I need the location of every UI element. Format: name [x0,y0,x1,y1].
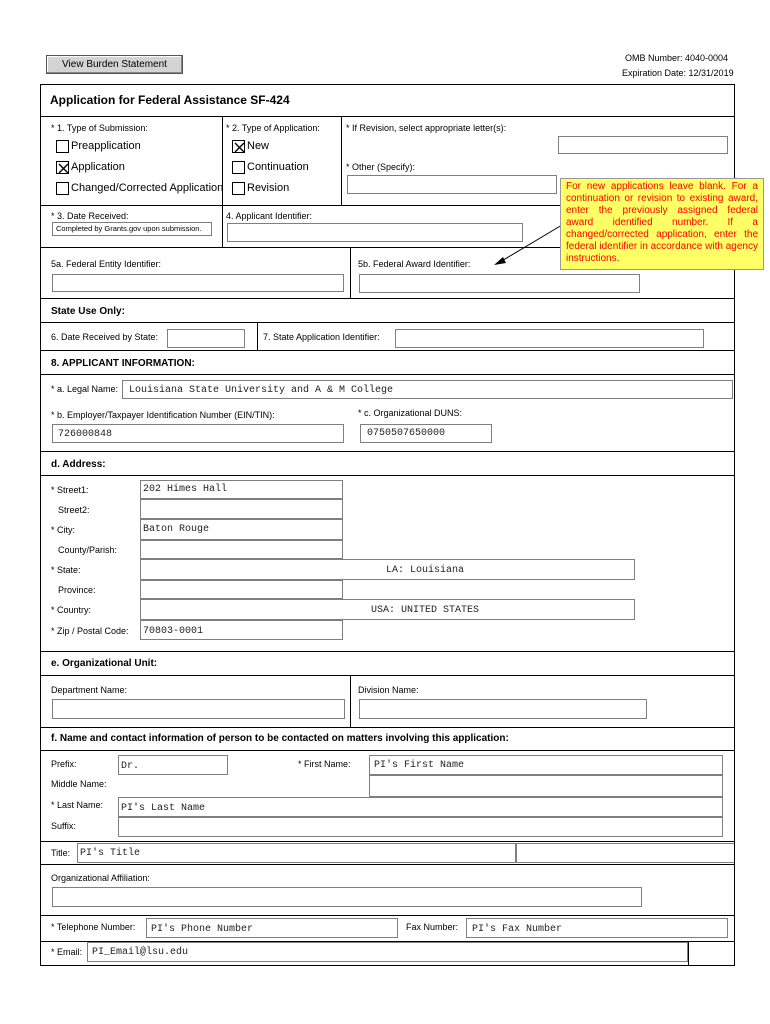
revision-letters-input[interactable] [558,136,728,154]
divider [41,864,735,865]
date-received-field [52,222,212,236]
email-input[interactable] [87,942,688,962]
continuation-label: Continuation [247,161,309,173]
state-label: * State: [51,565,81,575]
divider [688,941,689,965]
applicant-identifier-label: 4. Applicant Identifier: [226,211,313,221]
new-checkbox[interactable] [232,140,245,153]
divider [41,675,735,676]
zip-value: 70803-0001 [143,626,204,637]
preapplication-label: Preapplication [71,140,141,152]
telephone-input[interactable] [146,918,398,938]
date-received-state-label: 6. Date Received by State: [51,332,159,342]
checkmark-x-icon [57,162,70,175]
expiration-date: Expiration Date: 12/31/2019 [622,68,734,78]
street2-input[interactable] [140,499,343,519]
divider [350,247,351,298]
other-specify-label: * Other (Specify): [346,162,416,172]
omb-number: OMB Number: 4040-0004 [625,53,729,63]
org-unit-title: e. Organizational Unit: [51,658,158,669]
state-use-title: State Use Only: [51,306,125,317]
divider [41,374,735,375]
fax-input[interactable] [466,918,728,938]
divider [41,475,735,476]
state-app-id-input[interactable] [395,329,704,348]
city-input[interactable] [140,519,343,540]
revision-letters-label: * If Revision, select appropriate letter(s): [346,123,507,133]
street1-value: 202 Himes Hall [143,484,228,495]
contact-title: f. Name and contact information of person to be contacted on matters involving this application: [51,733,509,744]
divider [41,841,735,842]
federal-entity-identifier-input[interactable] [52,274,344,292]
state-select[interactable] [140,559,635,580]
country-select[interactable] [140,599,635,620]
changed-corrected-checkbox[interactable] [56,182,69,195]
department-name-input[interactable] [52,699,345,719]
divider [41,750,735,751]
first-name-value: PI's First Name [374,760,465,771]
first-name-input[interactable] [369,755,723,775]
city-label: * City: [51,525,76,535]
legal-name-value: Louisiana State University and A & M College [129,385,394,396]
duns-label: * c. Organizational DUNS: [358,408,463,418]
federal-entity-identifier-label: 5a. Federal Entity Identifier: [51,259,162,269]
date-received-state-input[interactable] [167,329,245,348]
zip-input[interactable] [140,620,343,640]
department-name-label: Department Name: [51,685,128,695]
street1-label: * Street1: [51,485,89,495]
ein-value: 726000848 [58,429,113,440]
street2-label: Street2: [58,505,90,515]
other-specify-input[interactable] [347,175,557,194]
last-name-label: * Last Name: [51,800,104,810]
email-value: PI_Email@lsu.edu [92,947,189,958]
date-received-value: Completed by Grants.gov upon submission. [56,224,202,233]
revision-label: Revision [247,182,290,194]
application-checkbox[interactable] [56,161,69,174]
legal-name-input[interactable] [122,380,733,399]
prefix-value: Dr. [121,761,140,772]
state-app-id-label: 7. State Application Identifier: [263,332,380,342]
form-title: Application for Federal Assistance SF-424 [50,93,290,107]
province-label: Province: [58,585,96,595]
province-input[interactable] [140,580,343,599]
last-name-input[interactable] [118,797,723,817]
title-input[interactable] [77,843,516,863]
state-value: LA: Louisiana [386,565,465,576]
country-value: USA: UNITED STATES [371,605,480,616]
divider [341,116,342,205]
legal-name-label: * a. Legal Name: [51,384,119,394]
org-affiliation-input[interactable] [52,887,642,907]
divider [41,915,735,916]
instruction-note: For new applications leave blank. For a continuation or revision to existing award, enter the previously assigned federal award identified number. If a changed/corrected application, enter the federal identifier in accordance with agency instructions. [560,178,764,270]
divider [41,651,735,652]
fax-label: Fax Number: [406,922,459,932]
first-name-label: * First Name: [298,759,351,769]
suffix-input[interactable] [118,817,723,837]
divider [41,350,735,351]
last-name-value: PI's Last Name [121,803,206,814]
middle-name-label: Middle Name: [51,779,107,789]
suffix-label: Suffix: [51,821,76,831]
preapplication-checkbox[interactable] [56,140,69,153]
checkmark-x-icon [233,141,246,154]
email-label: * Email: [51,947,83,957]
divider [257,322,258,350]
prefix-label: Prefix: [51,759,77,769]
divider [41,451,735,452]
changed-corrected-label: Changed/Corrected Application [71,182,224,194]
duns-value: 0750507650000 [367,428,446,439]
middle-name-input[interactable] [369,775,723,797]
county-input[interactable] [140,540,343,559]
divider [222,205,223,247]
divider [350,675,351,727]
country-label: * Country: [51,605,92,615]
revision-checkbox[interactable] [232,182,245,195]
federal-award-identifier-input[interactable] [359,274,640,293]
view-burden-statement-button[interactable]: View Burden Statement [46,55,183,74]
zip-label: * Zip / Postal Code: [51,626,129,636]
federal-award-identifier-label: 5b. Federal Award Identifier: [358,259,471,269]
telephone-label: * Telephone Number: [51,922,136,932]
division-name-label: Division Name: [358,685,419,695]
org-affiliation-label: Organizational Affiliation: [51,873,150,883]
divider [41,298,735,299]
divider [41,322,735,323]
title-extension-field [516,843,734,863]
address-title: d. Address: [51,459,106,470]
application-label: Application [71,161,125,173]
divider [41,727,735,728]
city-value: Baton Rouge [143,524,210,535]
division-name-input[interactable] [359,699,647,719]
arrow-icon [490,222,565,268]
title-label: Title: [51,848,71,858]
telephone-value: PI's Phone Number [151,924,254,935]
street1-input[interactable] [140,480,343,499]
applicant-information-title: 8. APPLICANT INFORMATION: [51,358,195,369]
ein-label: * b. Employer/Taxpayer Identification Number (EIN/TIN): [51,410,275,420]
fax-value: PI's Fax Number [472,924,563,935]
ein-input[interactable] [52,424,344,443]
date-received-label: * 3. Date Received: [51,211,129,221]
type-of-application-label: * 2. Type of Application: [226,123,320,133]
applicant-identifier-input[interactable] [227,223,523,242]
divider [41,116,735,117]
new-label: New [247,140,270,152]
type-of-submission-label: * 1. Type of Submission: [51,123,148,133]
title-value: PI's Title [80,848,141,859]
continuation-checkbox[interactable] [232,161,245,174]
prefix-input[interactable] [118,755,228,775]
duns-input[interactable] [360,424,492,443]
county-label: County/Parish: [58,545,118,555]
